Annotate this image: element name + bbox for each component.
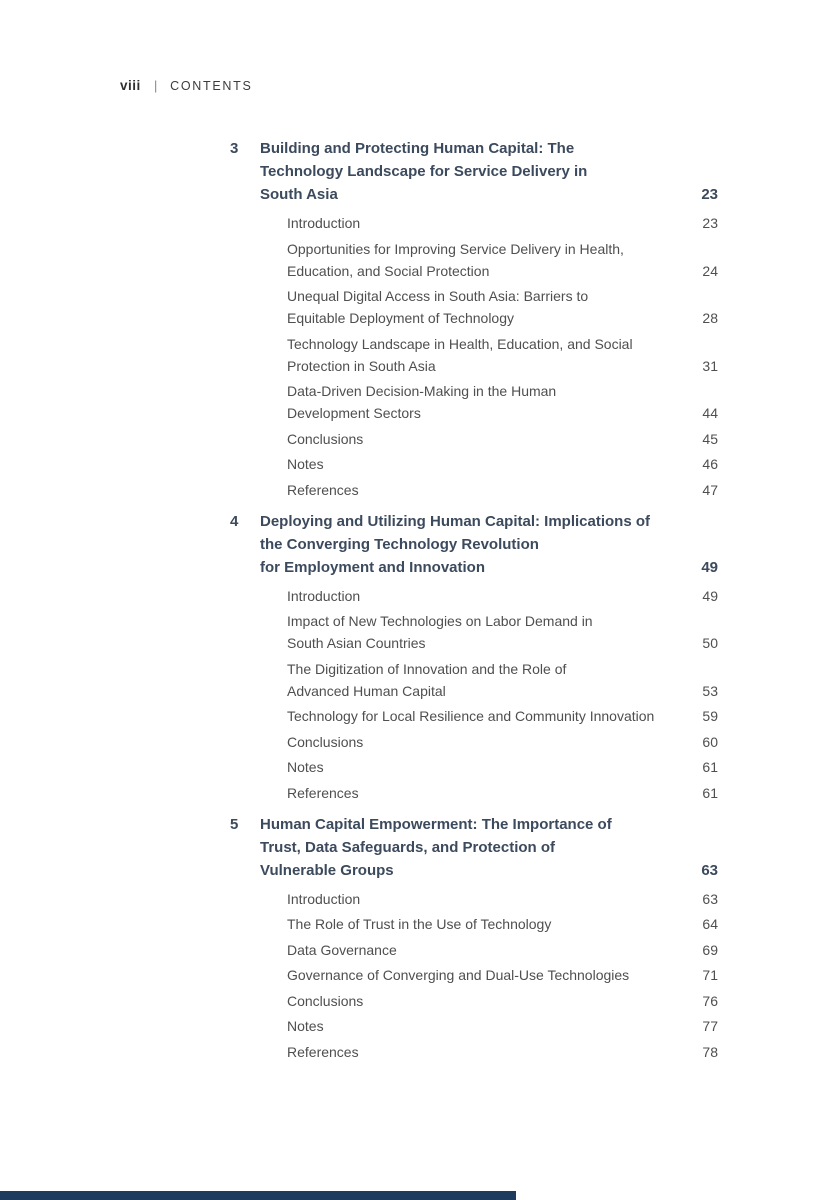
toc-entry-page-number: 24 <box>702 262 718 279</box>
toc-entry-page-number: 71 <box>702 967 718 983</box>
toc-entry-line: Notes <box>287 1018 324 1034</box>
toc-entry-line: Data-Driven Decision-Making in the Human <box>287 383 557 399</box>
chapter-heading-row <box>230 137 718 206</box>
toc-entry-row <box>287 285 718 329</box>
toc-entry-title <box>287 782 702 804</box>
toc-entry-page-number: 77 <box>702 1018 718 1034</box>
toc-entry-line: Equitable Deployment of Technology <box>287 310 515 326</box>
toc-entry-page-number: 61 <box>702 759 718 775</box>
toc-chapter <box>230 813 718 1063</box>
toc-entry-row <box>287 610 718 654</box>
toc-entry-title <box>287 212 702 234</box>
chapter-number: 3 <box>230 140 239 157</box>
toc-entry-row <box>287 939 718 961</box>
chapter-title <box>260 510 701 579</box>
toc-entry-row <box>287 1041 718 1063</box>
toc-entry-line: Introduction <box>287 587 361 604</box>
toc-entry-title <box>287 705 702 727</box>
toc-entry-row <box>287 428 718 450</box>
chapter-number: 4 <box>230 512 239 530</box>
toc-entry-title <box>287 756 702 778</box>
toc-entry-row <box>287 238 718 282</box>
toc-entry-page-number: 60 <box>702 733 718 750</box>
toc-entry-line: Unequal Digital Access in South Asia: Barriers to <box>287 288 589 304</box>
toc-entry-row <box>287 212 718 234</box>
toc-entry-page-number: 47 <box>702 481 718 498</box>
toc-entry-line: Governance of Converging and Dual-Use Technologies <box>287 967 630 983</box>
running-head-title: CONTENTS <box>170 79 253 93</box>
toc-entry-line: Protection in South Asia <box>287 357 436 374</box>
toc-chapter <box>230 510 718 804</box>
toc-entry-row <box>287 756 718 778</box>
toc-entry-line: Introduction <box>287 890 361 907</box>
toc-entry-title <box>287 333 702 377</box>
toc-entry-title <box>287 939 702 961</box>
chapter-page-number: 49 <box>701 558 718 576</box>
toc-entry-line: Development Sectors <box>287 405 421 421</box>
folio-page-number: viii <box>120 78 141 93</box>
toc-chapter <box>230 137 718 501</box>
toc-entry-line: Conclusions <box>287 992 364 1009</box>
toc-entry-page-number: 50 <box>702 635 718 651</box>
toc-entry-page-number: 44 <box>702 405 718 421</box>
chapter-title-line: Trust, Data Safeguards, and Protection of <box>260 838 556 856</box>
toc-entry-row <box>287 479 718 501</box>
toc-entry-line: The Digitization of Innovation and the Role of <box>287 660 567 677</box>
toc-entry-line: Data Governance <box>287 941 397 958</box>
toc-entry-page-number: 23 <box>702 215 718 231</box>
toc-entry-line: Introduction <box>287 215 361 231</box>
toc-entry-title <box>287 380 702 424</box>
toc-entry-page-number: 46 <box>702 456 718 472</box>
toc-entry-title <box>287 285 702 329</box>
chapter-page-number: 63 <box>701 861 718 879</box>
table-of-contents <box>230 137 718 1072</box>
toc-entry-title <box>287 428 702 450</box>
toc-entry-page-number: 63 <box>702 890 718 907</box>
toc-entry-row <box>287 888 718 910</box>
header-separator: | <box>154 78 157 93</box>
toc-entry-line: Notes <box>287 759 324 775</box>
chapter-heading-row <box>230 813 718 882</box>
running-head <box>120 78 253 93</box>
toc-entry-page-number: 49 <box>702 587 718 604</box>
toc-entry-line: Technology Landscape in Health, Education, and Social <box>287 335 633 352</box>
toc-entry-title <box>287 238 702 282</box>
chapter-title-line: Deploying and Utilizing Human Capital: Implications of <box>260 512 651 530</box>
chapter-title-line: the Converging Technology Revolution <box>260 535 539 553</box>
chapter-title <box>260 137 701 206</box>
chapter-title-line: Technology Landscape for Service Delivery in <box>260 163 588 180</box>
toc-entry-row <box>287 731 718 753</box>
toc-entry-page-number: 28 <box>702 310 718 326</box>
toc-entry-page-number: 53 <box>702 682 718 699</box>
toc-entry-title <box>287 1015 702 1037</box>
toc-entry-title <box>287 453 702 475</box>
toc-entry-page-number: 61 <box>702 784 718 801</box>
toc-entry-page-number: 69 <box>702 941 718 958</box>
chapter-title-line: Building and Protecting Human Capital: The <box>260 140 575 157</box>
chapter-title <box>260 813 701 882</box>
toc-entry-page-number: 78 <box>702 1043 718 1060</box>
toc-entry-line: The Role of Trust in the Use of Technology <box>287 916 552 932</box>
toc-entry-row <box>287 964 718 986</box>
chapter-title-line: for Employment and Innovation <box>260 558 486 576</box>
toc-entry-title <box>287 479 702 501</box>
toc-entry-line: References <box>287 1043 359 1060</box>
toc-entry-row <box>287 705 718 727</box>
toc-entry-title <box>287 585 702 607</box>
toc-entry-page-number: 59 <box>702 708 718 724</box>
toc-entry-row <box>287 658 718 702</box>
chapter-title-line: Human Capital Empowerment: The Importance of <box>260 815 612 833</box>
bottom-accent-bar <box>0 1191 516 1200</box>
chapter-heading-row <box>230 510 718 579</box>
toc-entry-line: Notes <box>287 456 324 472</box>
toc-entry-title <box>287 610 702 654</box>
toc-entry-line: Conclusions <box>287 430 364 447</box>
chapter-number: 5 <box>230 815 239 833</box>
toc-entry-title <box>287 990 702 1012</box>
toc-entry-line: Education, and Social Protection <box>287 262 490 279</box>
toc-entry-title <box>287 731 702 753</box>
chapter-page-number: 23 <box>701 186 718 203</box>
toc-entry-title <box>287 1041 702 1063</box>
chapter-title-line: South Asia <box>260 186 338 203</box>
toc-entry-line: South Asian Countries <box>287 635 426 651</box>
toc-entry-line: References <box>287 481 359 498</box>
toc-entry-row <box>287 913 718 935</box>
toc-entry-row <box>287 453 718 475</box>
toc-entry-row <box>287 333 718 377</box>
toc-entry-row <box>287 585 718 607</box>
toc-entry-page-number: 31 <box>702 357 718 374</box>
toc-entry-page-number: 76 <box>702 992 718 1009</box>
toc-entry-title <box>287 658 702 702</box>
toc-entry-line: Advanced Human Capital <box>287 682 446 699</box>
toc-entry-row <box>287 782 718 804</box>
toc-entry-line: Technology for Local Resilience and Community Innovation <box>287 708 655 724</box>
toc-entry-row <box>287 1015 718 1037</box>
toc-entry-title <box>287 888 702 910</box>
chapter-title-line: Vulnerable Groups <box>260 861 394 879</box>
toc-entry-line: Conclusions <box>287 733 364 750</box>
toc-entry-row <box>287 380 718 424</box>
toc-entry-title <box>287 913 702 935</box>
toc-entry-title <box>287 964 702 986</box>
toc-entry-page-number: 64 <box>702 916 718 932</box>
toc-entry-line: Impact of New Technologies on Labor Demand in <box>287 613 593 629</box>
toc-entry-page-number: 45 <box>702 430 718 447</box>
toc-entry-row <box>287 990 718 1012</box>
toc-entry-line: Opportunities for Improving Service Delivery in Health, <box>287 240 624 257</box>
toc-entry-line: References <box>287 784 359 801</box>
